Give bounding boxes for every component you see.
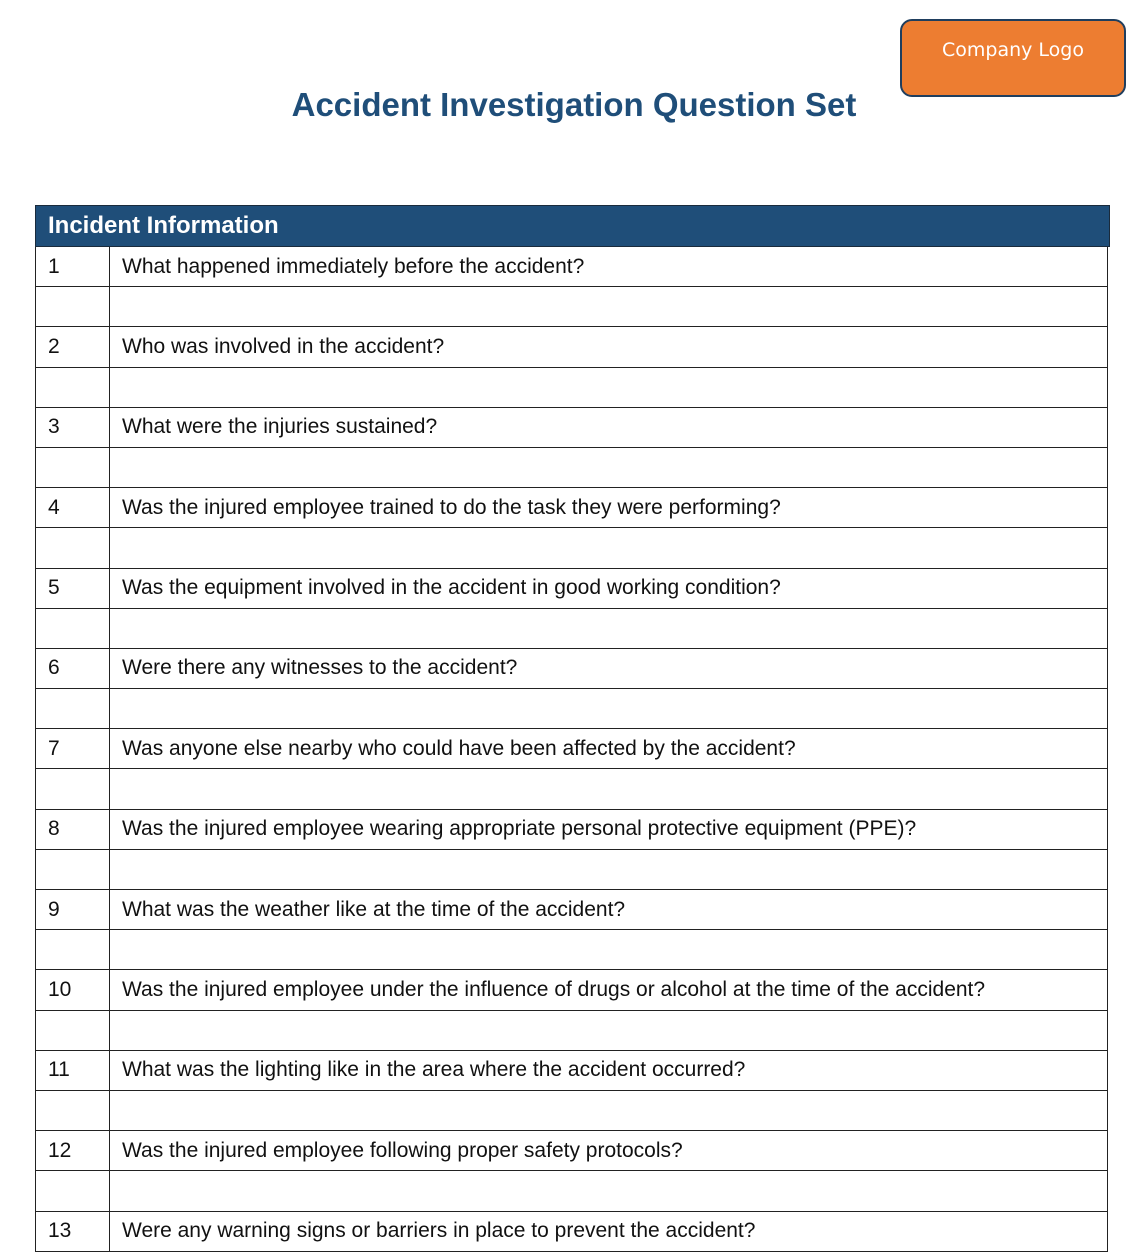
question-row	[35, 1212, 1108, 1252]
answer-row[interactable]	[35, 1091, 1108, 1131]
answer-cell[interactable]	[110, 368, 1107, 407]
answer-cell[interactable]	[110, 930, 1107, 969]
question-row	[35, 810, 1108, 850]
answer-cell[interactable]	[110, 1171, 1107, 1210]
question-text: Was the injured employee under the influence of drugs or alcohol at the time of the accident?	[122, 977, 986, 1001]
answer-cell[interactable]	[110, 769, 1107, 808]
answer-number-cell	[36, 1171, 110, 1210]
question-number: 8	[36, 810, 110, 849]
answer-row[interactable]	[35, 448, 1108, 488]
question-row	[35, 970, 1108, 1010]
question-text: What were the injuries sustained?	[122, 415, 438, 439]
question-number: 5	[36, 569, 110, 608]
section-header	[35, 205, 1110, 247]
answer-number-cell	[36, 850, 110, 889]
question-row	[35, 247, 1108, 287]
answer-number-cell	[36, 448, 110, 487]
question-row	[35, 327, 1108, 367]
question-text: Was the equipment involved in the accident in good working condition?	[122, 576, 781, 600]
question-number: 3	[36, 408, 110, 447]
answer-cell[interactable]	[110, 448, 1107, 487]
question-text: What was the weather like at the time of the accident?	[122, 897, 626, 921]
answer-number-cell	[36, 930, 110, 969]
answer-number-cell	[36, 1091, 110, 1130]
answer-number-cell	[36, 528, 110, 567]
question-row	[35, 488, 1108, 528]
question-number: 12	[36, 1131, 110, 1170]
answer-row[interactable]	[35, 287, 1108, 327]
question-text: Was the injured employee following proper safety protocols?	[122, 1138, 683, 1162]
answer-row[interactable]	[35, 609, 1108, 649]
question-text: What was the lighting like in the area where the accident occurred?	[122, 1058, 746, 1082]
logo-text: Company Logo	[942, 39, 1084, 61]
question-text: Was the injured employee wearing appropriate personal protective equipment (PPE)?	[122, 817, 917, 841]
question-number: 6	[36, 649, 110, 688]
answer-row[interactable]	[35, 930, 1108, 970]
question-number: 10	[36, 970, 110, 1009]
answer-row[interactable]	[35, 1171, 1108, 1211]
question-number: 9	[36, 890, 110, 929]
question-number: 4	[36, 488, 110, 527]
answer-row[interactable]	[35, 850, 1108, 890]
answer-cell[interactable]	[110, 609, 1107, 648]
question-number: 2	[36, 327, 110, 366]
answer-number-cell	[36, 609, 110, 648]
question-number: 11	[36, 1051, 110, 1090]
question-row	[35, 649, 1108, 689]
question-number: 7	[36, 729, 110, 768]
question-text: What happened immediately before the accident?	[122, 254, 585, 278]
answer-row[interactable]	[35, 689, 1108, 729]
question-number: 13	[36, 1212, 110, 1251]
question-text: Was the injured employee trained to do the task they were performing?	[122, 495, 781, 519]
answer-cell[interactable]	[110, 1011, 1107, 1050]
answer-row[interactable]	[35, 368, 1108, 408]
answer-row[interactable]	[35, 1011, 1108, 1051]
answer-cell[interactable]	[110, 689, 1107, 728]
answer-row[interactable]	[35, 528, 1108, 568]
question-row	[35, 569, 1108, 609]
section-title: Incident Information	[48, 212, 279, 239]
question-row	[35, 1131, 1108, 1171]
document-title: Accident Investigation Question Set	[291, 86, 857, 123]
question-row	[35, 890, 1108, 930]
answer-number-cell	[36, 287, 110, 326]
question-text: Who was involved in the accident?	[122, 334, 445, 358]
question-row	[35, 408, 1108, 448]
question-text: Was anyone else nearby who could have been affected by the accident?	[122, 736, 796, 760]
question-text: Were any warning signs or barriers in place to prevent the accident?	[122, 1219, 756, 1243]
question-number: 1	[36, 247, 110, 286]
answer-cell[interactable]	[110, 850, 1107, 889]
question-row	[35, 1051, 1108, 1091]
answer-cell[interactable]	[110, 528, 1107, 567]
answer-number-cell	[36, 368, 110, 407]
question-rows	[35, 247, 1110, 1252]
question-text: Were there any witnesses to the accident?	[122, 656, 518, 680]
answer-number-cell	[36, 1011, 110, 1050]
answer-cell[interactable]	[110, 287, 1107, 326]
answer-number-cell	[36, 769, 110, 808]
answer-cell[interactable]	[110, 1091, 1107, 1130]
answer-number-cell	[36, 689, 110, 728]
question-row	[35, 729, 1108, 769]
question-table	[35, 205, 1110, 1252]
answer-row[interactable]	[35, 769, 1108, 809]
